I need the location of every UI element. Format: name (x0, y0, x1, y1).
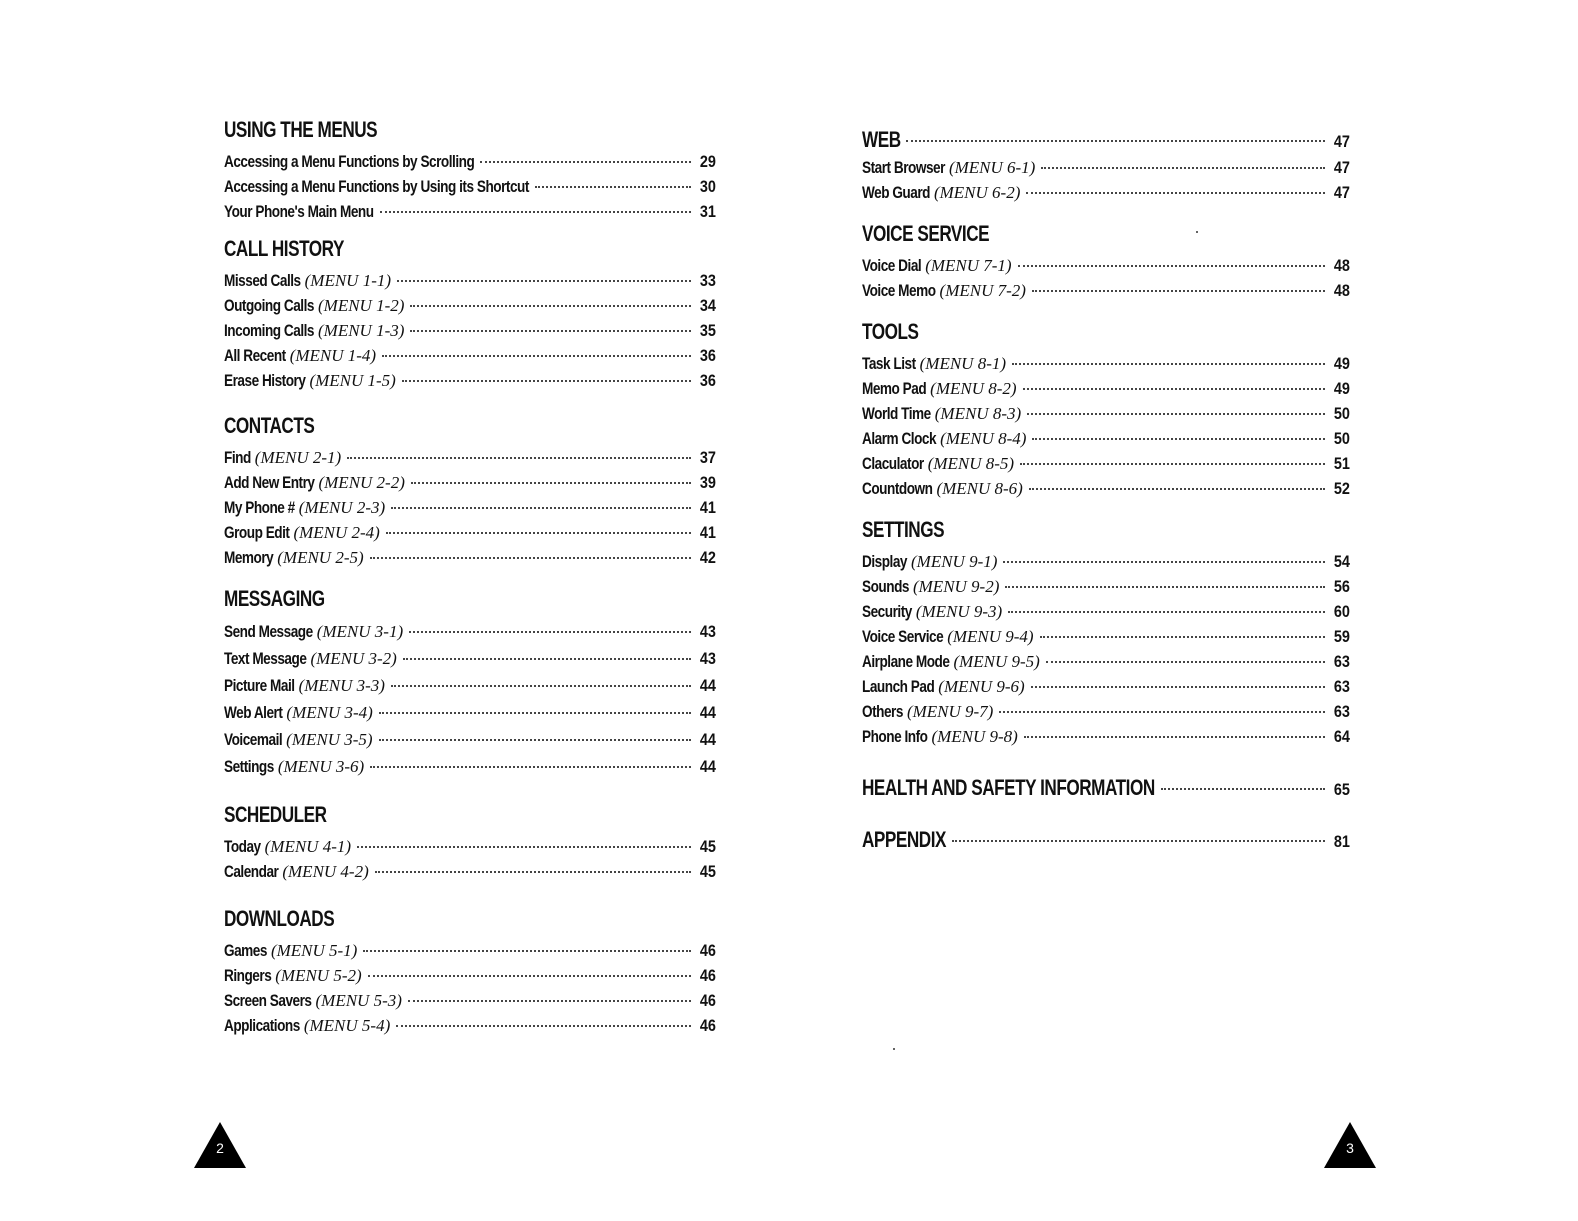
entry-label: Countdown (862, 479, 933, 498)
leader-dots (357, 845, 691, 848)
page-number: 50 (1333, 429, 1350, 448)
page-number: 48 (1333, 281, 1350, 300)
leader-dots (1029, 487, 1325, 490)
menu-code: (MENU 5-3) (315, 991, 402, 1010)
right-column (862, 125, 1350, 865)
leader-dots (386, 531, 691, 534)
menu-code: (MENU 1-3) (318, 321, 405, 340)
section-title: DOWNLOADS (224, 906, 335, 931)
page-number: 47 (1333, 158, 1350, 177)
page-number: 50 (1333, 404, 1350, 423)
section-title: USING THE MENUS (224, 117, 378, 142)
section-title: TOOLS (862, 319, 919, 344)
toc-entry[interactable] (224, 495, 716, 520)
page-number: 63 (1333, 677, 1350, 696)
leader-dots (410, 304, 691, 307)
toc-entry[interactable] (224, 834, 716, 859)
menu-code: (MENU 8-6) (936, 479, 1023, 498)
entry-label: Launch Pad (862, 677, 935, 696)
menu-code: (MENU 2-3) (298, 498, 386, 517)
toc-entry[interactable] (862, 476, 1350, 501)
toc-entry[interactable] (862, 278, 1350, 303)
leader-dots (403, 657, 691, 660)
leader-dots (1040, 635, 1325, 638)
section-appendix (862, 825, 1350, 855)
menu-code: (MENU 8-5) (927, 454, 1015, 473)
page-number: 45 (699, 837, 716, 856)
menu-code: (MENU 2-2) (318, 473, 405, 492)
menu-code: (MENU 1-2) (318, 296, 405, 315)
menu-code: (MENU 1-1) (304, 271, 392, 290)
entry-label: Calendar (224, 862, 279, 881)
entry-label: Accessing a Menu Functions by Using its Shortcut (224, 177, 529, 196)
section-settings (862, 515, 1350, 749)
menu-code: (MENU 8-1) (919, 354, 1007, 373)
page-number: 60 (1333, 602, 1350, 621)
toc-entry[interactable] (862, 401, 1350, 426)
toc-entry[interactable] (862, 180, 1350, 205)
page-number: 48 (1333, 256, 1350, 275)
toc-entry[interactable] (224, 520, 716, 545)
menu-code: (MENU 9-6) (938, 677, 1025, 696)
entry-label: World Time (862, 404, 931, 423)
toc-entry[interactable] (224, 318, 716, 343)
page-number: 39 (699, 473, 716, 492)
toc-entry[interactable] (224, 174, 716, 199)
entry-label: Group Edit (224, 523, 290, 542)
page-number-marker-right (1322, 1120, 1378, 1170)
entry-label: Start Browser (862, 158, 945, 177)
entry-label: Picture Mail (224, 676, 295, 695)
page-number: 59 (1333, 627, 1350, 646)
entry-label: Add New Entry (224, 473, 315, 492)
toc-entry[interactable] (862, 426, 1350, 451)
toc-entry[interactable] (862, 649, 1350, 674)
toc-entry[interactable] (224, 368, 716, 393)
leader-dots (379, 711, 691, 714)
section-scheduler (224, 800, 716, 884)
leader-dots (382, 354, 691, 357)
menu-code: (MENU 1-5) (309, 371, 396, 390)
entry-label: Your Phone's Main Menu (224, 202, 374, 221)
page-number: 54 (1333, 552, 1350, 571)
toc-entry[interactable] (224, 199, 716, 224)
page-number: 44 (699, 757, 716, 776)
toc-entry[interactable] (224, 726, 716, 753)
toc-entry[interactable] (224, 645, 716, 672)
leader-dots (1161, 787, 1325, 790)
leader-dots (368, 974, 691, 977)
menu-code: (MENU 6-2) (933, 183, 1021, 202)
section-downloads (224, 904, 716, 1038)
page-number: 49 (1333, 354, 1350, 373)
page-number: 47 (1333, 132, 1350, 151)
entry-label: Send Message (224, 622, 313, 641)
leader-dots (1031, 685, 1325, 688)
menu-code: (MENU 7-2) (939, 281, 1026, 300)
page-number: 46 (699, 966, 716, 985)
entry-label: Airplane Mode (862, 652, 950, 671)
entry-label: Applications (224, 1016, 300, 1035)
entry-label: Voicemail (224, 730, 283, 749)
menu-code: (MENU 9-4) (947, 627, 1034, 646)
entry-label: Incoming Calls (224, 321, 315, 340)
leader-dots (1026, 191, 1325, 194)
section-voice-service (862, 219, 1350, 303)
leader-dots (480, 160, 691, 163)
page-number: 63 (1333, 652, 1350, 671)
menu-code: (MENU 7-1) (925, 256, 1012, 275)
toc-entry[interactable] (862, 451, 1350, 476)
toc-entry[interactable] (862, 724, 1350, 749)
menu-code: (MENU 3-2) (310, 649, 397, 668)
section-web (862, 125, 1350, 205)
page-number: 49 (1333, 379, 1350, 398)
entry-label: Display (862, 552, 908, 571)
leader-dots (370, 556, 691, 559)
menu-code: (MENU 9-1) (911, 552, 998, 571)
page-number-right: 3 (1346, 1140, 1354, 1156)
section-title: CONTACTS (224, 413, 315, 438)
toc-entry[interactable] (224, 1013, 716, 1038)
toc-entry[interactable] (862, 376, 1350, 401)
page-number-marker-left (192, 1120, 248, 1170)
toc-entry[interactable] (862, 253, 1350, 278)
menu-code: (MENU 2-1) (254, 448, 342, 467)
entry-label: Games (224, 941, 267, 960)
leader-dots (906, 139, 1325, 142)
leader-dots (1041, 166, 1325, 169)
toc-entry[interactable] (862, 155, 1350, 180)
page-number: 44 (699, 676, 716, 695)
toc-entry[interactable] (224, 753, 716, 780)
menu-code: (MENU 9-2) (912, 577, 1000, 596)
page-number: 52 (1333, 479, 1350, 498)
leader-dots (375, 870, 691, 873)
entry-label: Sounds (862, 577, 909, 596)
section-title: APPENDIX (862, 827, 946, 852)
entry-label: Find (224, 448, 251, 467)
menu-code: (MENU 8-2) (930, 379, 1017, 398)
menu-code: (MENU 6-1) (948, 158, 1036, 177)
entry-label: Screen Savers (224, 991, 312, 1010)
leader-dots (1032, 437, 1325, 440)
entry-label: Outgoing Calls (224, 296, 314, 315)
menu-code: (MENU 9-3) (915, 602, 1003, 621)
toc-entry[interactable] (862, 624, 1350, 649)
menu-code: (MENU 2-5) (277, 548, 364, 567)
section-title: VOICE SERVICE (862, 221, 990, 246)
menu-code: (MENU 8-4) (940, 429, 1027, 448)
page-number: 64 (1333, 727, 1350, 746)
toc-entry[interactable] (224, 293, 716, 318)
leader-dots (347, 456, 691, 459)
toc-entry[interactable] (862, 574, 1350, 599)
section-using-the-menus (224, 115, 716, 224)
toc-entry[interactable] (224, 963, 716, 988)
entry-label: Security (862, 602, 912, 621)
leader-dots (1046, 660, 1325, 663)
entry-label: Claculator (862, 454, 924, 473)
toc-entry[interactable] (862, 599, 1350, 624)
toc-entry[interactable] (862, 351, 1350, 376)
entry-label: Voice Memo (862, 281, 936, 300)
leader-dots (411, 481, 691, 484)
section-messaging (224, 584, 716, 780)
toc-entry[interactable] (224, 938, 716, 963)
scan-speck (1196, 231, 1198, 233)
menu-code: (MENU 3-3) (298, 676, 385, 695)
page-number: 42 (699, 548, 716, 567)
section-title: CALL HISTORY (224, 236, 344, 261)
page-number: 41 (699, 523, 716, 542)
entry-label: All Recent (224, 346, 286, 365)
leader-dots (397, 279, 691, 282)
leader-dots (1003, 560, 1325, 563)
toc-entry[interactable] (224, 545, 716, 570)
section-health (862, 773, 1350, 803)
entry-label: Voice Service (862, 627, 944, 646)
menu-code: (MENU 4-1) (264, 837, 352, 856)
page-number: 45 (699, 862, 716, 881)
entry-label: Alarm Clock (862, 429, 937, 448)
leader-dots (396, 1024, 691, 1027)
leader-dots (999, 710, 1325, 713)
entry-label: Others (862, 702, 903, 721)
page-number: 31 (699, 202, 716, 221)
menu-code: (MENU 3-1) (316, 622, 404, 641)
leader-dots (535, 185, 691, 188)
leader-dots (408, 999, 691, 1002)
toc-major-entry-web[interactable] (862, 125, 1350, 155)
page-number: 46 (699, 991, 716, 1010)
entry-label: Voice Dial (862, 256, 922, 275)
page-number: 51 (1333, 454, 1350, 473)
menu-code: (MENU 4-2) (282, 862, 369, 881)
page-number: 44 (699, 730, 716, 749)
leader-dots (1008, 610, 1325, 613)
leader-dots (391, 684, 691, 687)
leader-dots (380, 210, 692, 213)
menu-code: (MENU 9-5) (953, 652, 1040, 671)
toc-entry[interactable] (862, 674, 1350, 699)
toc-entry[interactable] (224, 470, 716, 495)
page-number: 36 (699, 371, 716, 390)
menu-code: (MENU 2-4) (293, 523, 380, 542)
page-number: 56 (1333, 577, 1350, 596)
page-number: 47 (1333, 183, 1350, 202)
toc-entry[interactable] (224, 343, 716, 368)
entry-label: Settings (224, 757, 274, 776)
section-tools (862, 317, 1350, 501)
entry-label: Memo Pad (862, 379, 927, 398)
toc-entry[interactable] (224, 268, 716, 293)
leader-dots (410, 329, 691, 332)
section-title: SCHEDULER (224, 802, 327, 827)
toc-major-entry-health[interactable] (862, 773, 1350, 803)
leader-dots (370, 765, 691, 768)
menu-code: (MENU 9-8) (931, 727, 1018, 746)
page-number: 33 (699, 271, 716, 290)
toc-entry[interactable] (224, 699, 716, 726)
section-contacts (224, 411, 716, 570)
page-number: 46 (699, 941, 716, 960)
entry-label: Missed Calls (224, 271, 301, 290)
toc-major-entry-appendix[interactable] (862, 825, 1350, 855)
entry-label: Text Message (224, 649, 307, 668)
toc-entry[interactable] (224, 859, 716, 884)
leader-dots (1012, 362, 1325, 365)
section-title: SETTINGS (862, 517, 945, 542)
toc-entry[interactable] (862, 549, 1350, 574)
toc-entry[interactable] (224, 618, 716, 645)
page-number: 30 (699, 177, 716, 196)
leader-dots (952, 839, 1325, 842)
page-number: 44 (699, 703, 716, 722)
menu-code: (MENU 5-4) (303, 1016, 391, 1035)
entry-label: Task List (862, 354, 916, 373)
entry-label: Accessing a Menu Functions by Scrolling (224, 152, 475, 171)
leader-dots (1018, 264, 1325, 267)
page-number: 35 (699, 321, 716, 340)
toc-entry[interactable] (224, 445, 716, 470)
leader-dots (1005, 585, 1325, 588)
leader-dots (379, 738, 692, 741)
section-call-history (224, 234, 716, 393)
leader-dots (1024, 735, 1325, 738)
toc-entry[interactable] (224, 672, 716, 699)
toc-entry[interactable] (224, 988, 716, 1013)
toc-entry[interactable] (224, 149, 716, 174)
entry-label: Memory (224, 548, 274, 567)
left-column (224, 115, 716, 1048)
page-number-left: 2 (216, 1140, 224, 1156)
section-title: HEALTH AND SAFETY INFORMATION (862, 775, 1155, 800)
toc-entry[interactable] (862, 699, 1350, 724)
section-title: WEB (862, 127, 901, 152)
entry-label: Ringers (224, 966, 272, 985)
menu-code: (MENU 3-4) (286, 703, 373, 722)
menu-code: (MENU 3-5) (286, 730, 373, 749)
section-title: MESSAGING (224, 586, 325, 611)
menu-code: (MENU 1-4) (289, 346, 377, 365)
menu-code: (MENU 8-3) (934, 404, 1022, 423)
entry-label: My Phone # (224, 498, 295, 517)
page-number: 37 (699, 448, 716, 467)
leader-dots (1020, 462, 1325, 465)
page-number: 34 (699, 296, 716, 315)
menu-code: (MENU 5-2) (275, 966, 362, 985)
leader-dots (1032, 289, 1325, 292)
page-number: 43 (699, 649, 716, 668)
page-number: 46 (699, 1016, 716, 1035)
entry-label: Web Alert (224, 703, 283, 722)
entry-label: Web Guard (862, 183, 930, 202)
menu-code: (MENU 3-6) (277, 757, 365, 776)
menu-code: (MENU 5-1) (270, 941, 358, 960)
leader-dots (363, 949, 691, 952)
leader-dots (391, 506, 691, 509)
page-number: 36 (699, 346, 716, 365)
leader-dots (402, 379, 691, 382)
scan-speck (893, 1048, 895, 1050)
entry-label: Today (224, 837, 261, 856)
leader-dots (1027, 412, 1325, 415)
page-number: 29 (699, 152, 716, 171)
page-number: 63 (1333, 702, 1350, 721)
leader-dots (1023, 387, 1326, 390)
page-number: 41 (699, 498, 716, 517)
page-number: 43 (699, 622, 716, 641)
entry-label: Phone Info (862, 727, 928, 746)
page-number: 81 (1333, 832, 1350, 851)
entry-label: Erase History (224, 371, 306, 390)
menu-code: (MENU 9-7) (906, 702, 994, 721)
page-number: 65 (1333, 780, 1350, 799)
leader-dots (409, 630, 691, 633)
